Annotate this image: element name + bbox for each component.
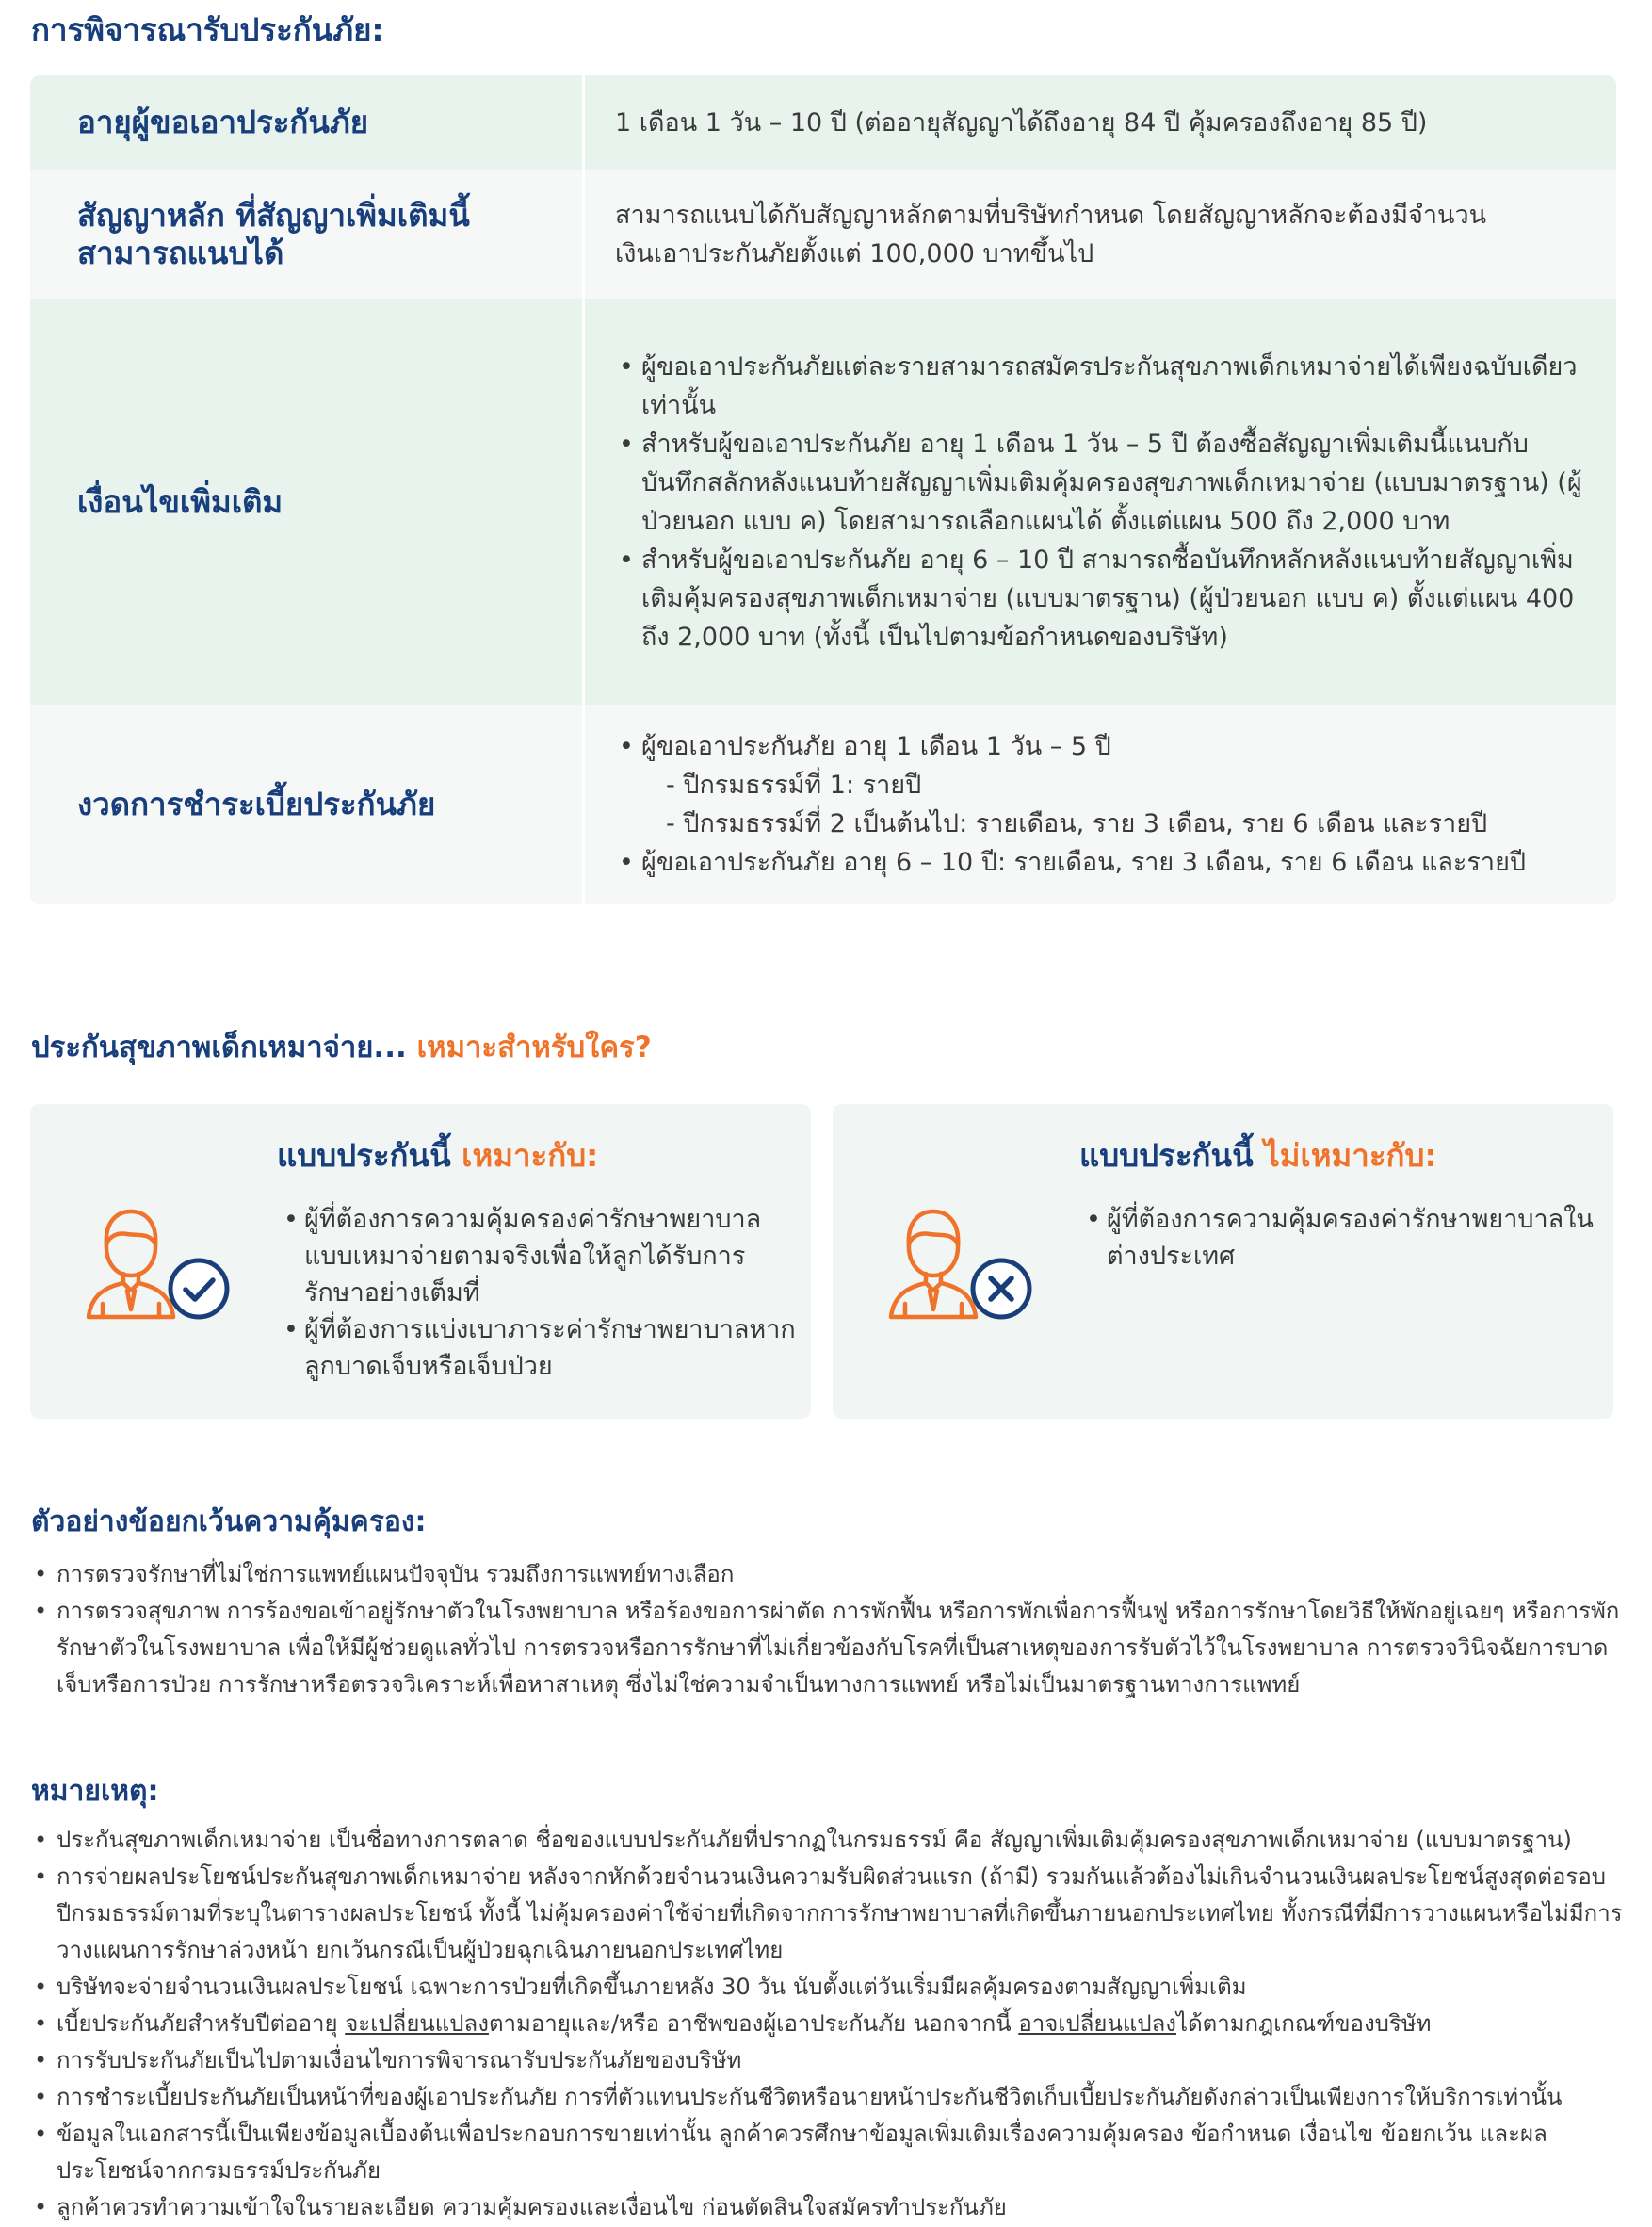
row-label-age: อายุผู้ขอเอาประกันภัย [30,75,585,170]
exclusions-title: ตัวอย่างข้อยกเว้นความคุ้มครอง: [31,1505,427,1538]
table-row [30,705,1616,904]
list-item-text: ผู้ขอเอาประกันภัย อายุ 1 เดือน 1 วัน – 5 ปี [641,732,1111,761]
table-row [30,170,1616,299]
list-item: • ผู้ขอเอาประกันภัย อายุ 6 – 10 ปี: รายเดือน, ราย 3 เดือน, ราย 6 เดือน และรายปี [615,843,1579,882]
suitability-title-text: ประกันสุขภาพเด็กเหมาจ่าย... [31,1031,407,1065]
row-label-main-contract: สัญญาหลัก ที่สัญญาเพิ่มเติมนี้สามารถแนบได้ [30,170,585,299]
unsuitable-card-title [1079,1136,1437,1176]
unsuitable-title-accent: ไม่เหมาะกับ: [1264,1137,1437,1174]
unsuitable-card [833,1104,1613,1419]
premium-change-link[interactable]: จะเปลี่ยนแปลง [345,2010,489,2037]
suitable-title-text: แบบประกันนี้ [277,1137,451,1174]
suitable-title-accent: เหมาะกับ: [462,1137,599,1174]
underwriting-table [30,75,1616,904]
person-cross-icon [884,1206,1033,1321]
list-item [31,2006,1623,2042]
list-item: • การรับประกันภัยเป็นไปตามเงื่อนไขการพิจารณารับประกันภัยของบริษัท [31,2042,1623,2079]
list-item: • ประกันสุขภาพเด็กเหมาจ่าย เป็นชื่อทางการตลาด ชื่อของแบบประกันภัยที่ปรากฏในกรมธรรม์ คือ สัญญาเพิ่มเติมคุ้มครองสุขภาพเด็กเหมาจ่าย (แบบมาตรฐาน) [31,1822,1623,1859]
list-item: • ผู้ที่ต้องการความคุ้มครองค่ารักษาพยาบาลแบบเหมาจ่ายตามจริงเพื่อให้ลูกได้รับการรักษาอย่างเต็มที่ [282,1201,800,1311]
row-value-payment [585,705,1616,904]
row-value-main-contract: สามารถแนบได้กับสัญญาหลักตามที่บริษัทกำหนด โดยสัญญาหลักจะต้องมีจำนวนเงินเอาประกันภัยตั้งแต่ 100,000 บาทขึ้นไป [615,200,1487,268]
premium-note-end: ได้ตามกฎเกณฑ์ของบริษัท [1176,2010,1432,2037]
table-row [30,75,1616,170]
row-value-conditions [585,299,1616,705]
list-item: • สำหรับผู้ขอเอาประกันภัย อายุ 1 เดือน 1 วัน – 5 ปี ต้องซื้อสัญญาเพิ่มเติมนี้แนบกับบันทึกสลักหลังแนบท้ายสัญญาเพิ่มเติมคุ้มครองสุขภาพเด็กเหมาจ่าย (แบบมาตรฐาน) (ผู้ป่วยนอก แบบ ค) โดยสามารถเลือกแผนได้ ตั้งแต่แผน 500 ถึง 2,000 บาท [615,425,1584,541]
list-item: • บริษัทจะจ่ายจำนวนเงินผลประโยชน์ เฉพาะการป่วยที่เกิดขึ้นภายหลัง 30 วัน นับตั้งแต่วันเริ่มมีผลคุ้มครองตามสัญญาเพิ่มเติม [31,1969,1623,2006]
list-item: • การจ่ายผลประโยชน์ประกันสุขภาพเด็กเหมาจ่าย หลังจากหักด้วยจำนวนเงินความรับผิดส่วนแรก (ถ้ามี) รวมกันแล้วต้องไม่เกินจำนวนเงินผลประโยชน์สูงสุดต่อรอบปีกรมธรรม์ตามที่ระบุในตารางผลประโยชน์ ทั้งนี้ ไม่คุ้มครองค่าใช้จ่ายที่เกิดจากการรักษาพยาบาลที่เกิดขึ้นภายนอกประเทศไทย ทั้งกรณีที่มีการวางแผนหรือไม่มีการวางแผนการรักษาล่วงหน้า ยกเว้นกรณีเป็นผู้ป่วยฉุกเฉินภายนอกประเทศไทย [31,1859,1623,1969]
payment-list [615,727,1579,882]
list-item: • การตรวจรักษาที่ไม่ใช่การแพทย์แผนปัจจุบัน รวมถึงการแพทย์ทางเลือก [31,1556,1623,1593]
list-item: • การชำระเบี้ยประกันภัยเป็นหน้าที่ของผู้เอาประกันภัย การที่ตัวแทนประกันชีวิตหรือนายหน้าประกันชีวิตเก็บเบี้ยประกันภัยดังกล่าวเป็นเพียงการให้บริการเท่านั้น [31,2079,1623,2116]
notes-list [31,1822,1623,2226]
underwriting-title: การพิจารณารับประกันภัย: [31,11,384,48]
exclusions-list [31,1556,1623,1703]
suitable-card [30,1104,811,1419]
unsuitable-title-text: แบบประกันนี้ [1079,1137,1254,1174]
conditions-list [615,348,1584,657]
premium-note-middle: ตามอายุและ/หรือ อาชีพของผู้เอาประกันภัย นอกจากนี้ [488,2010,1012,2037]
list-item [615,727,1579,843]
premium-note-start: เบี้ยประกันภัยสำหรับปีต่ออายุ [57,2010,338,2037]
list-item: • ผู้ที่ต้องการความคุ้มครองค่ารักษาพยาบาลในต่างประเทศ [1084,1201,1602,1275]
sub-item: - ปีกรมธรรม์ที่ 2 เป็นต้นไป: รายเดือน, ราย 3 เดือน, ราย 6 เดือน และรายปี [666,809,1488,838]
row-value-age: 1 เดือน 1 วัน – 10 ปี (ต่ออายุสัญญาได้ถึงอายุ 84 ปี คุ้มครองถึงอายุ 85 ปี) [615,107,1428,138]
list-item: • ผู้ขอเอาประกันภัยแต่ละรายสามารถสมัครประกันสุขภาพเด็กเหมาจ่ายได้เพียงฉบับเดียวเท่านั้น [615,348,1584,425]
list-item: • การตรวจสุขภาพ การร้องขอเข้าอยู่รักษาตัวในโรงพยาบาล หรือร้องขอการผ่าตัด การพักฟื้น หรือการพักเพื่อการฟื้นฟู หรือการรักษาโดยวิธีให้พักอยู่เฉยๆ หรือการพักรักษาตัวในโรงพยาบาล เพื่อให้มีผู้ช่วยดูแลทั่วไป การตรวจหรือการรักษาที่ไม่เกี่ยวข้องกับโรคที่เป็นสาเหตุของการรับตัวไว้ในโรงพยาบาล การตรวจวินิจฉัยการบาดเจ็บหรือการป่วย การรักษาหรือตรวจวิเคราะห์เพื่อหาสาเหตุ ซึ่งไม่ใช่ความจำเป็นทางการแพทย์ หรือไม่เป็นมาตรฐานทางการแพทย์ [31,1593,1623,1703]
suitable-list [282,1201,800,1385]
may-change-link[interactable]: อาจเปลี่ยนแปลง [1018,2010,1177,2037]
list-item: • ผู้ที่ต้องการแบ่งเบาภาระค่ารักษาพยาบาลหากลูกบาดเจ็บหรือเจ็บป่วย [282,1311,800,1385]
row-label-conditions: เงื่อนไขเพิ่มเติม [30,299,585,705]
suitability-title [31,1029,652,1066]
person-check-icon [82,1206,231,1321]
row-label-payment: งวดการชำระเบี้ยประกันภัย [30,705,585,904]
list-item: • สำหรับผู้ขอเอาประกันภัย อายุ 6 – 10 ปี สามารถซื้อบันทึกหลักหลังแนบท้ายสัญญาเพิ่มเติมคุ้มครองสุขภาพเด็กเหมาจ่าย (แบบมาตรฐาน) (ผู้ป่วยนอก แบบ ค) ตั้งแต่แผน 400 ถึง 2,000 บาท (ทั้งนี้ เป็นไปตามข้อกำหนดของบริษัท) [615,541,1584,657]
table-row [30,299,1616,705]
unsuitable-list [1084,1201,1602,1275]
suitable-card-title [277,1136,598,1176]
suitability-title-accent: เหมาะสำหรับใคร? [416,1031,652,1065]
list-item: • ข้อมูลในเอกสารนี้เป็นเพียงข้อมูลเบื้องต้นเพื่อประกอบการขายเท่านั้น ลูกค้าควรศึกษาข้อมูลเพิ่มเติมเรื่องความคุ้มครอง ข้อกำหนด เงื่อนไข ข้อยกเว้น และผลประโยชน์จากกรมธรรม์ประกันภัย [31,2116,1623,2189]
notes-title: หมายเหตุ: [31,1775,159,1808]
list-item: • ลูกค้าควรทำความเข้าใจในรายละเอียด ความคุ้มครองและเงื่อนไข ก่อนตัดสินใจสมัครทำประกันภัย [31,2189,1623,2226]
sub-item: - ปีกรมธรรม์ที่ 1: รายปี [666,771,922,800]
